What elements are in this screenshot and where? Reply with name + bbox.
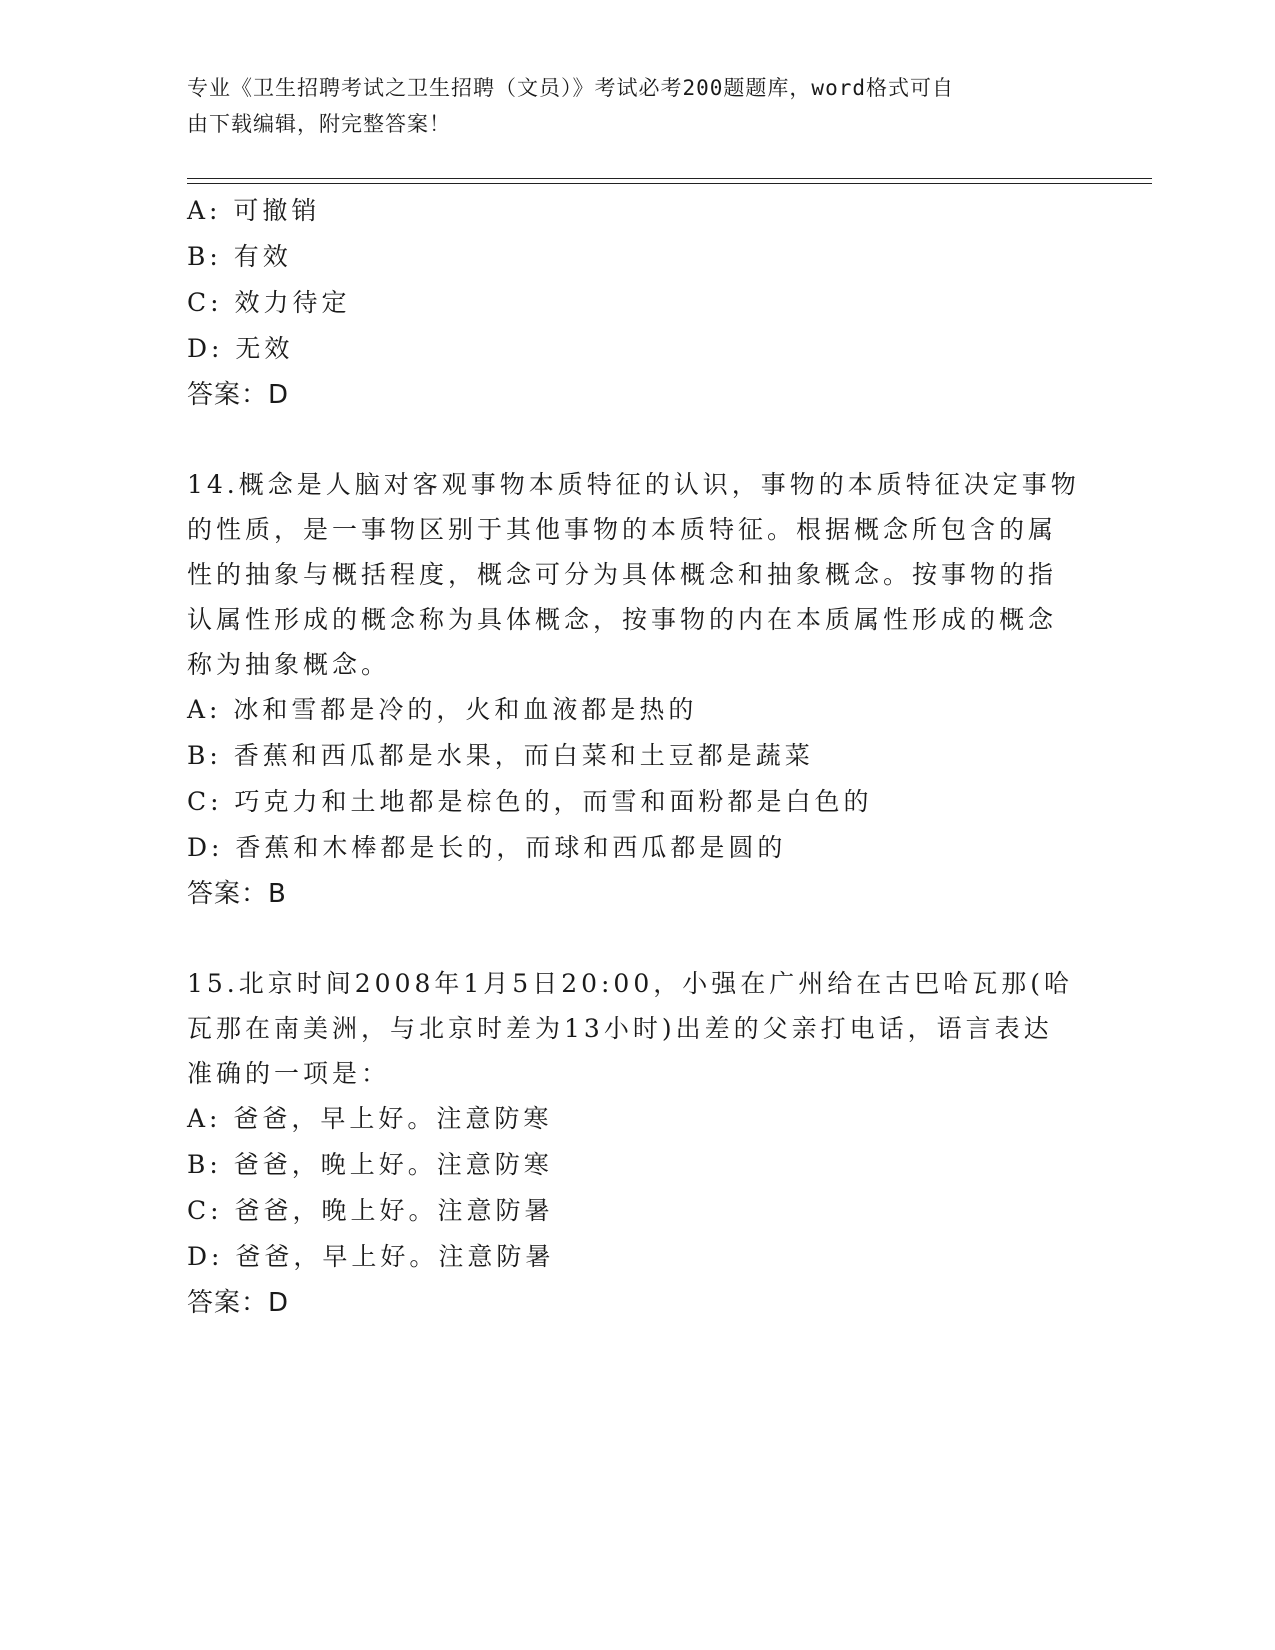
question-13 xyxy=(187,188,1087,418)
option-a: A: 爸爸，早上好。注意防寒 xyxy=(187,1104,553,1133)
option-d: D: 香蕉和木棒都是长的，而球和西瓜都是圆的 xyxy=(187,833,787,862)
question-text-line: 的性质，是一事物区别于其他事物的本质特征。根据概念所包含的属 xyxy=(187,515,1058,544)
option-c: C: 爸爸，晚上好。注意防暑 xyxy=(187,1196,554,1225)
question-text-line: 称为抽象概念。 xyxy=(187,650,391,679)
answer-line: 答案：B xyxy=(187,879,287,909)
question-text-line: 15.北京时间2008年1月5日20:00，小强在广州给在古巴哈瓦那(哈 xyxy=(187,969,1073,998)
option-b: B: 爸爸，晚上好。注意防寒 xyxy=(187,1150,553,1179)
question-text-line: 准确的一项是： xyxy=(187,1059,391,1088)
question-text xyxy=(187,961,1087,1096)
question-text-line: 瓦那在南美洲，与北京时差为13小时)出差的父亲打电话，语言表达 xyxy=(187,1014,1053,1043)
question-15 xyxy=(187,961,1087,1326)
option-d: D: 无效 xyxy=(187,334,294,363)
header-line-2: 由下载编辑，附完整答案！ xyxy=(187,112,451,136)
question-text xyxy=(187,462,1087,687)
option-b: B: 有效 xyxy=(187,242,292,271)
option-c: C: 效力待定 xyxy=(187,288,351,317)
question-spacer xyxy=(187,917,1087,961)
option-a: A: 可撤销 xyxy=(187,196,321,225)
question-spacer xyxy=(187,418,1087,462)
header-divider-top xyxy=(187,178,1152,179)
option-c: C: 巧克力和土地都是棕色的，而雪和面粉都是白色的 xyxy=(187,787,873,816)
answer-line: 答案：D xyxy=(187,380,290,410)
option-a: A: 冰和雪都是冷的，火和血液都是热的 xyxy=(187,695,698,724)
header-divider-bottom xyxy=(187,183,1152,184)
question-14 xyxy=(187,462,1087,917)
document-header xyxy=(187,70,1067,142)
option-d: D: 爸爸，早上好。注意防暑 xyxy=(187,1242,555,1271)
answer-line: 答案：D xyxy=(187,1288,290,1318)
question-text-line: 14.概念是人脑对客观事物本质特征的认识，事物的本质特征决定事物 xyxy=(187,470,1080,499)
questions-body xyxy=(187,188,1087,1326)
option-b: B: 香蕉和西瓜都是水果，而白菜和土豆都是蔬菜 xyxy=(187,741,814,770)
question-text-line: 性的抽象与概括程度，概念可分为具体概念和抽象概念。按事物的指 xyxy=(187,560,1058,589)
question-text-line: 认属性形成的概念称为具体概念，按事物的内在本质属性形成的概念 xyxy=(187,605,1058,634)
header-line-1: 专业《卫生招聘考试之卫生招聘（文员）》考试必考200题题库，word格式可自 xyxy=(187,76,954,100)
